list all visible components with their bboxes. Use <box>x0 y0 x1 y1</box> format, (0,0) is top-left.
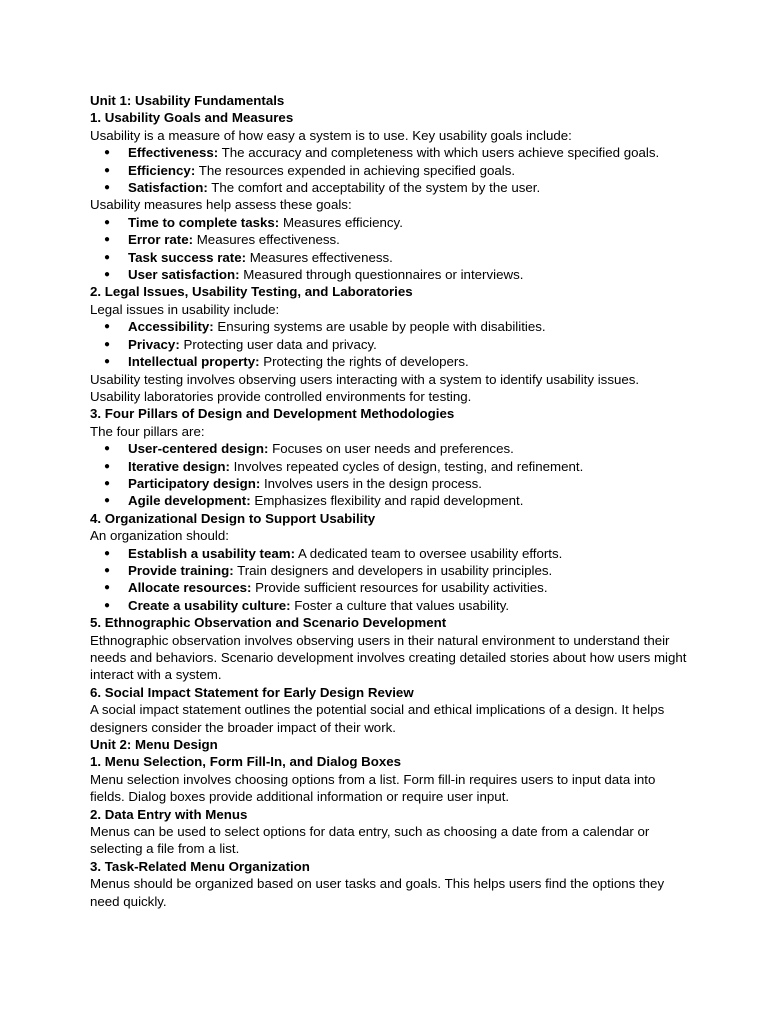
section-heading: 2. Data Entry with Menus <box>90 806 248 822</box>
list-item-description: Foster a culture that values usability. <box>290 597 510 613</box>
paragraph: A social impact statement outlines the potential social and ethical implications of a design. It helps designers consider the broader impact of their work. <box>90 702 665 735</box>
section-heading: 5. Ethnographic Observation and Scenario Development <box>90 615 447 631</box>
bullet-list <box>90 144 690 196</box>
section-heading: 3. Task-Related Menu Organization <box>90 858 310 874</box>
list-item <box>90 440 690 457</box>
list-item-description: Focuses on user needs and preferences. <box>268 441 514 457</box>
list-item-description: Emphasizes flexibility and rapid development. <box>250 493 524 509</box>
paragraph: Ethnographic observation involves observing users in their natural environment to understand their needs and behaviors. Scenario development involves creating detailed stories about how users might interact with a system. <box>90 632 687 683</box>
list-item <box>90 545 690 562</box>
list-item-term: Iterative design: <box>128 458 230 474</box>
list-item-term: Establish a usability team: <box>128 545 296 561</box>
list-item-term: Allocate resources: <box>128 580 252 596</box>
paragraph: Usability is a measure of how easy a system is to use. Key usability goals include: <box>90 127 572 143</box>
list-item <box>90 336 690 353</box>
list-item-description: Involves users in the design process. <box>260 475 482 491</box>
list-item-description: Ensuring systems are usable by people with disabilities. <box>213 319 546 335</box>
list-item-description: Provide sufficient resources for usability activities. <box>251 580 548 596</box>
paragraph: An organization should: <box>90 528 229 544</box>
list-item-term: Intellectual property: <box>128 354 260 370</box>
section-heading: 6. Social Impact Statement for Early Design Review <box>90 684 414 700</box>
list-item-term: Efficiency: <box>128 162 196 178</box>
bullet-list <box>90 545 690 615</box>
list-item <box>90 492 690 509</box>
list-item <box>90 214 690 231</box>
section-heading: 1. Menu Selection, Form Fill-In, and Dialog Boxes <box>90 754 402 770</box>
section-heading: 2. Legal Issues, Usability Testing, and Laboratories <box>90 284 413 300</box>
list-item <box>90 458 690 475</box>
bullet-list <box>90 440 690 510</box>
list-item-description: Train designers and developers in usability principles. <box>233 562 553 578</box>
paragraph: Usability measures help assess these goals: <box>90 197 352 213</box>
list-item <box>90 597 690 614</box>
list-item-term: Create a usability culture: <box>128 597 291 613</box>
bullet-list <box>90 214 690 284</box>
section-heading: 3. Four Pillars of Design and Development Methodologies <box>90 406 455 422</box>
list-item-description: Protecting user data and privacy. <box>179 336 377 352</box>
paragraph: Menu selection involves choosing options from a list. Form fill-in requires users to input data into fields. Dialog boxes provide additional information or require user input. <box>90 771 656 805</box>
list-item <box>90 266 690 283</box>
list-item-term: Provide training: <box>128 562 234 578</box>
list-item-term: Task success rate: <box>128 249 247 265</box>
list-item <box>90 353 690 370</box>
list-item-description: The accuracy and completeness with which users achieve specified goals. <box>218 145 660 161</box>
list-item <box>90 179 690 196</box>
paragraph: The four pillars are: <box>90 423 205 439</box>
list-item-term: Satisfaction: <box>128 180 208 196</box>
section-heading: 4. Organizational Design to Support Usability <box>90 510 376 526</box>
list-item <box>90 249 690 266</box>
list-item-description: Measured through questionnaires or interviews. <box>239 267 524 283</box>
list-item <box>90 579 690 596</box>
list-item-term: Error rate: <box>128 232 194 248</box>
list-item <box>90 231 690 248</box>
list-item <box>90 318 690 335</box>
section-heading: 1. Usability Goals and Measures <box>90 110 294 126</box>
list-item-description: The comfort and acceptability of the system by the user. <box>207 180 541 196</box>
list-item-term: Agile development: <box>128 493 251 509</box>
section-heading: Unit 2: Menu Design <box>90 737 218 753</box>
list-item-term: Privacy: <box>128 336 180 352</box>
list-item <box>90 475 690 492</box>
paragraph: Legal issues in usability include: <box>90 301 280 317</box>
list-item-description: Measures effectiveness. <box>193 232 340 248</box>
list-item <box>90 162 690 179</box>
list-item <box>90 144 690 161</box>
paragraph: Menus should be organized based on user tasks and goals. This helps users find the options they need quickly. <box>90 876 665 909</box>
list-item-description: Measures efficiency. <box>279 214 403 230</box>
list-item-description: The resources expended in achieving specified goals. <box>195 162 516 178</box>
list-item-term: Accessibility: <box>128 319 214 335</box>
bullet-list <box>90 318 690 370</box>
list-item-term: User satisfaction: <box>128 267 240 283</box>
list-item-term: Participatory design: <box>128 475 261 491</box>
list-item-term: Time to complete tasks: <box>128 214 280 230</box>
list-item-term: Effectiveness: <box>128 145 219 161</box>
section-heading: Unit 1: Usability Fundamentals <box>90 93 285 108</box>
list-item <box>90 562 690 579</box>
list-item-term: User-centered design: <box>128 441 269 457</box>
list-item-description: Involves repeated cycles of design, testing, and refinement. <box>229 458 584 474</box>
paragraph: Menus can be used to select options for data entry, such as choosing a date from a calendar or selecting a file from a list. <box>90 824 650 857</box>
list-item-description: Measures effectiveness. <box>246 249 393 265</box>
list-item-description: A dedicated team to oversee usability efforts. <box>295 545 563 561</box>
paragraph: Usability testing involves observing users interacting with a system to identify usability issues. Usability laboratories provide controlled environments for testing. <box>90 371 640 404</box>
list-item-description: Protecting the rights of developers. <box>259 354 469 370</box>
